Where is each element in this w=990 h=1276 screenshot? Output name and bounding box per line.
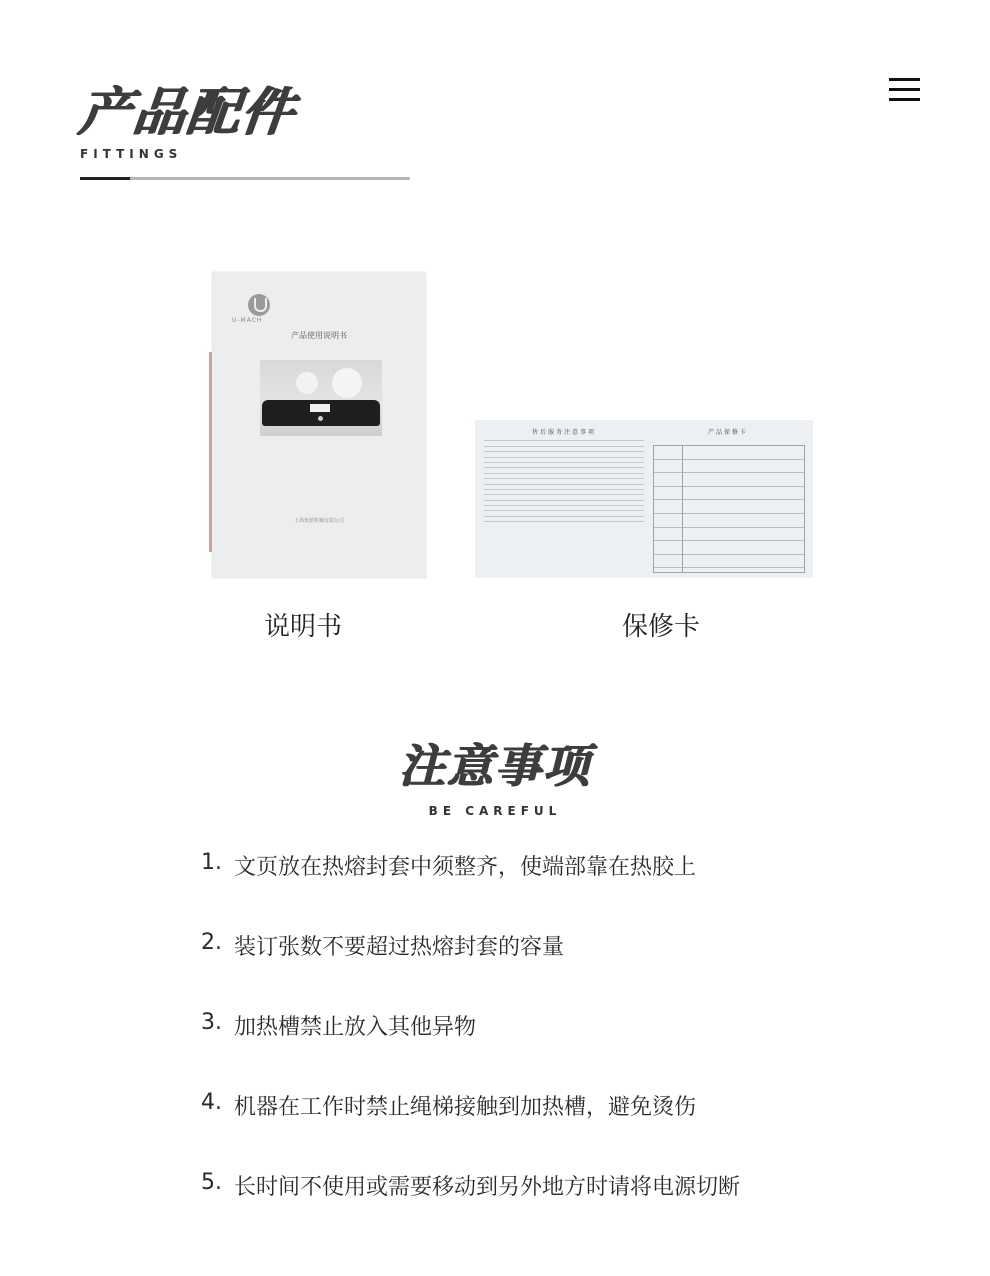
item-number: 4. xyxy=(201,1090,222,1115)
manual-caption: 说明书 xyxy=(264,612,343,642)
item-number: 1. xyxy=(201,850,222,875)
title-underline xyxy=(80,177,410,180)
item-text: 装订张数不要超过热熔封套的容量 xyxy=(234,935,565,960)
manual-booklet-image xyxy=(212,272,426,578)
item-text: 机器在工作时禁止绳梯接触到加热槽，避免烫伤 xyxy=(234,1095,697,1120)
warranty-left-heading: 售后服务注意事项 xyxy=(531,429,596,436)
manual-doc-title: 产品使用说明书 xyxy=(291,331,347,340)
hamburger-menu-icon[interactable] xyxy=(889,78,921,104)
item-number: 5. xyxy=(201,1170,222,1195)
warranty-card-image xyxy=(476,421,812,577)
careful-item xyxy=(201,850,740,930)
warranty-form-grid xyxy=(653,445,805,573)
title-underline-accent xyxy=(80,177,130,180)
item-number: 3. xyxy=(201,1010,222,1035)
careful-section-title: 注意事项 xyxy=(399,739,591,793)
item-text: 加热槽禁止放入其他异物 xyxy=(234,1015,477,1040)
fittings-section-subtitle: FITTINGS xyxy=(80,147,183,161)
careful-item xyxy=(201,1170,740,1250)
item-number: 2. xyxy=(201,930,222,955)
careful-item xyxy=(201,1090,740,1170)
item-text: 文页放在热熔封套中须整齐，使端部靠在热胶上 xyxy=(234,855,697,880)
careful-item xyxy=(201,930,740,1010)
careful-list xyxy=(201,850,740,1250)
item-text: 长时间不使用或需要移动到另外地方时请将电源切断 xyxy=(234,1175,741,1200)
brand-logo-icon xyxy=(248,294,270,316)
manual-company: 上海优派机械有限公司 xyxy=(293,518,344,524)
warranty-card-caption: 保修卡 xyxy=(622,612,701,642)
fittings-section-title: 产品配件 xyxy=(76,83,299,143)
careful-item xyxy=(201,1010,740,1090)
manual-brand: U-MACH xyxy=(232,317,263,324)
binding-machine-illustration xyxy=(262,400,380,426)
careful-section-subtitle: BE CAREFUL xyxy=(428,804,562,818)
warranty-right-heading: 产品保修卡 xyxy=(707,429,748,436)
